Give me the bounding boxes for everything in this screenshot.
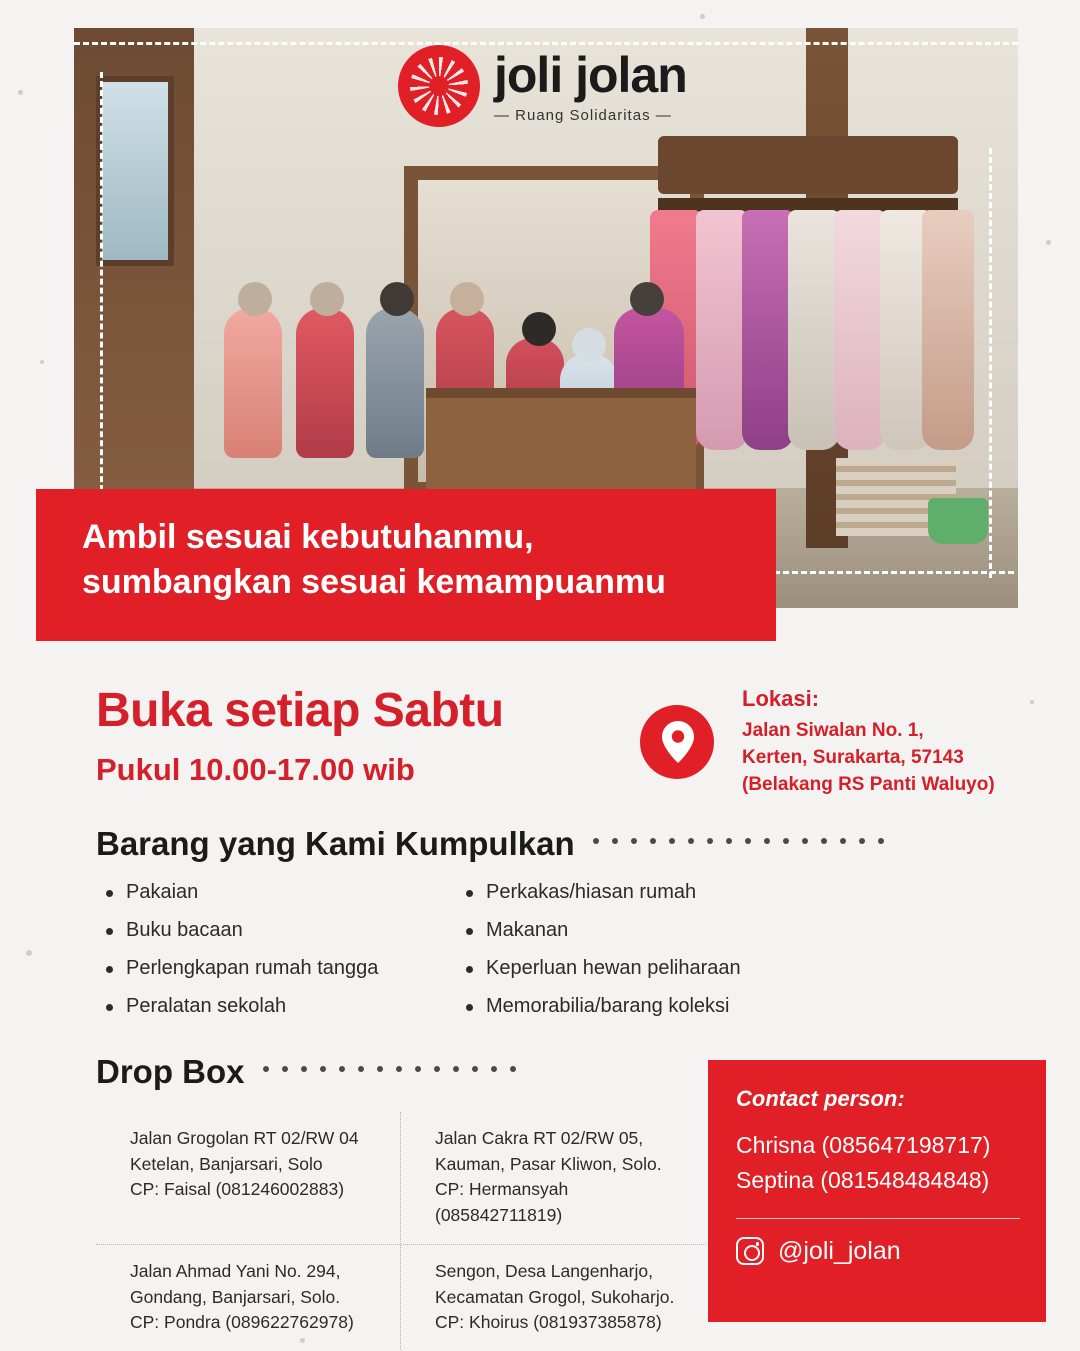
instagram-icon bbox=[736, 1237, 764, 1265]
contact-label: Contact person: bbox=[736, 1086, 905, 1111]
logo-spiral-icon bbox=[398, 45, 480, 127]
collected-items-columns bbox=[100, 882, 980, 1034]
dropbox-address-line: Kecamatan Grogol, Sukoharjo. bbox=[435, 1286, 675, 1307]
open-hours: Pukul 10.00-17.00 wib bbox=[96, 752, 415, 787]
paper-speckle bbox=[700, 14, 705, 19]
dropbox-entry bbox=[401, 1245, 706, 1351]
instagram-handle[interactable]: @joli_jolan bbox=[778, 1236, 901, 1265]
dropbox-address-line: Sengon, Desa Langenharjo, bbox=[435, 1261, 653, 1282]
decorative-dots bbox=[593, 838, 884, 850]
headline-line-1: Ambil sesuai kebutuhanmu, bbox=[82, 518, 534, 556]
dropbox-address-line: Jalan Grogolan RT 02/RW 04 bbox=[130, 1128, 359, 1148]
list-item: Memorabilia/barang koleksi bbox=[460, 996, 920, 1016]
photo-mannequin-head bbox=[522, 312, 556, 346]
headline-banner bbox=[36, 489, 776, 641]
location-label: Lokasi: bbox=[742, 686, 820, 711]
photo-window bbox=[96, 76, 174, 266]
list-item: Pakaian bbox=[100, 882, 460, 902]
instagram-row[interactable] bbox=[736, 1237, 1020, 1266]
dropbox-heading-row bbox=[96, 1053, 516, 1091]
decorative-dots bbox=[263, 1066, 516, 1078]
list-item: Perlengkapan rumah tangga bbox=[100, 958, 460, 978]
open-days-title: Buka setiap Sabtu bbox=[96, 684, 504, 737]
dropbox-entry bbox=[401, 1112, 706, 1244]
headline-line-2: sumbangkan sesuai kemampuanmu bbox=[82, 562, 666, 601]
divider bbox=[736, 1218, 1020, 1219]
photo-garment bbox=[742, 210, 794, 450]
paper-speckle bbox=[40, 360, 44, 364]
photo-mannequin-head bbox=[450, 282, 484, 316]
photo-garment bbox=[834, 210, 886, 450]
dropbox-contact: CP: Khoirus (081937385878) bbox=[435, 1312, 662, 1333]
table-row bbox=[96, 1112, 706, 1244]
photo-garment bbox=[696, 210, 748, 450]
paper-speckle bbox=[18, 90, 23, 95]
photo-mannequin-head bbox=[630, 282, 664, 316]
dropbox-address-line: Jalan Ahmad Yani No. 294, bbox=[130, 1261, 341, 1282]
dropbox-address-line: Ketelan, Banjarsari, Solo bbox=[130, 1153, 323, 1174]
list-item: Makanan bbox=[460, 920, 920, 940]
logo-name: joli jolan bbox=[494, 46, 687, 103]
dropbox-entry bbox=[96, 1245, 401, 1351]
location-line: Kerten, Surakarta, 57143 bbox=[742, 746, 964, 768]
collected-items-heading-row bbox=[96, 825, 884, 863]
contact-person-1: Chrisna (085647198717) bbox=[736, 1132, 991, 1158]
dropbox-contact: CP: Faisal (081246002883) bbox=[130, 1179, 345, 1200]
dropbox-address-line: Kauman, Pasar Kliwon, Solo. bbox=[435, 1153, 662, 1174]
location-line: (Belakang RS Panti Waluyo) bbox=[742, 773, 995, 795]
dropbox-table bbox=[96, 1112, 706, 1351]
collected-items-left-list bbox=[100, 882, 460, 1034]
location-block bbox=[742, 686, 1042, 799]
logo-tagline: — Ruang Solidaritas — bbox=[494, 106, 672, 124]
photo-mannequin-head bbox=[310, 282, 344, 316]
dropbox-address-line: Jalan Cakra RT 02/RW 05, bbox=[435, 1128, 644, 1148]
list-item: Keperluan hewan peliharaan bbox=[460, 958, 920, 978]
dashed-line-vertical bbox=[989, 148, 992, 578]
list-item: Peralatan sekolah bbox=[100, 996, 460, 1016]
photo-mannequin bbox=[366, 308, 424, 458]
contact-person-2: Septina (081548484848) bbox=[736, 1166, 990, 1193]
dropbox-entry bbox=[96, 1112, 401, 1244]
dropbox-address-line: Gondang, Banjarsari, Solo. bbox=[130, 1286, 341, 1307]
logo-text bbox=[494, 46, 687, 124]
dropbox-contact: CP: Hermansyah (085842711819) bbox=[435, 1179, 569, 1225]
photo-mannequin bbox=[296, 308, 354, 458]
brand-logo bbox=[398, 36, 718, 136]
paper-speckle bbox=[26, 950, 32, 956]
location-line: Jalan Siwalan No. 1, bbox=[742, 720, 924, 741]
paper-speckle bbox=[1046, 240, 1051, 245]
photo-mannequin bbox=[224, 308, 282, 458]
photo-garment bbox=[788, 210, 840, 450]
photo-carved-header bbox=[658, 136, 958, 194]
list-item: Buku bacaan bbox=[100, 920, 460, 940]
collected-items-heading: Barang yang Kami Kumpulkan bbox=[96, 825, 575, 862]
collected-items-right-list bbox=[460, 882, 920, 1034]
photo-garment bbox=[922, 210, 974, 450]
photo-mannequin-head bbox=[380, 282, 414, 316]
list-item: Perkakas/hiasan rumah bbox=[460, 882, 920, 902]
dropbox-contact: CP: Pondra (089622762978) bbox=[130, 1312, 354, 1333]
photo-mannequin-head bbox=[238, 282, 272, 316]
dropbox-heading: Drop Box bbox=[96, 1053, 245, 1090]
photo-bucket bbox=[928, 498, 988, 544]
location-pin-icon bbox=[640, 705, 714, 779]
contact-box bbox=[708, 1060, 1046, 1322]
photo-mannequin-head bbox=[572, 328, 606, 362]
table-row bbox=[96, 1244, 706, 1351]
